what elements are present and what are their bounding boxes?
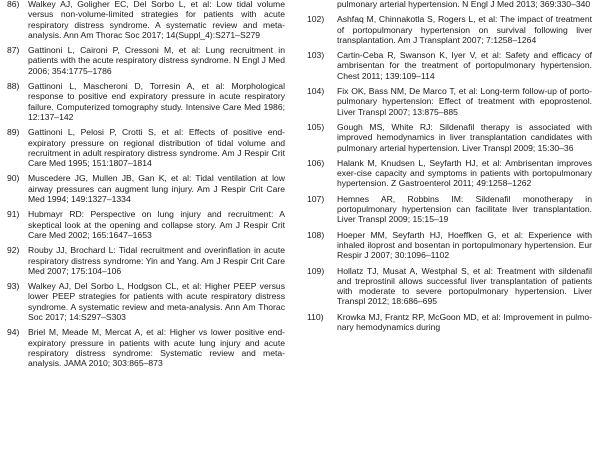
reference-column-right (307, 0, 592, 332)
reference-entry (307, 158, 592, 189)
reference-entry (307, 122, 592, 153)
reference-entry (307, 194, 592, 225)
reference-entry (7, 245, 285, 276)
reference-number: 103) (307, 50, 325, 61)
reference-text: Cartin-Ceba R, Swanson K, Iyer V, et al: Safety and efficacy of ambrisentan for the treatment of portopulmonary hypertension. Chest 2011; 139:109–114 (337, 50, 592, 81)
reference-entry (307, 14, 592, 45)
reference-text: Gattinoni L, Mascheroni D, Torresin A, et al: Morphological response to positive end expiratory pressure in acute respiratory failure. Computerized tomography study. Intensive Care Med 1986; 12:137–142 (28, 81, 285, 122)
reference-number: 87) (7, 45, 20, 56)
reference-number: 105) (307, 121, 325, 132)
reference-entry (7, 45, 285, 76)
reference-entry (7, 173, 285, 204)
reference-text: Hubmayr RD: Perspective on lung injury and recruitment: A skeptical look at the opening and collapse story. Am J Respir Crit Care Med 2002; 165:1647–1653 (28, 209, 285, 240)
reference-text: Muscedere JG, Mullen JB, Gan K, et al: Tidal ventilation at low airway pressures can augment lung injury. Am J Respir Crit Care Med 1994; 149:1327–1334 (28, 173, 285, 205)
reference-number: 89) (7, 127, 20, 138)
reference-text: Gattinoni L, Pelosi P, Crotti S, et al: Effects of positive end-expiratory pressure on regional distribution of tidal volume and recruitment in adult respiratory distress syndrome. Am J Respir Crit Care Med 1995; 151:1807–1814 (28, 127, 285, 169)
reference-entry (307, 312, 592, 333)
reference-entry (307, 0, 592, 9)
reference-entry (307, 86, 592, 117)
reference-number: 92) (7, 245, 20, 256)
reference-text: pulmonary arterial hypertension. N Engl J Med 2013; 369:330–340 (337, 0, 591, 9)
reference-number: 94) (7, 327, 20, 338)
reference-number: 109) (307, 265, 325, 276)
reference-number: 93) (7, 281, 20, 292)
reference-text: Rouby JJ, Brochard L: Tidal recruitment and overinflation in acute respiratory distress syndrome: Yin and Yang. Am J Respir Crit Care Med 2007; 175:104–106 (28, 245, 285, 276)
reference-entry (7, 127, 285, 168)
reference-number: 104) (307, 86, 325, 97)
reference-number: 110) (307, 311, 324, 322)
reference-text: Hoeper MM, Seyfarth HJ, Hoeffken G, et al: Experience with inhaled iloprost and bosentan in portopulmonary hypertension. Eur Respir J 2007; 30:1096–1102 (337, 229, 592, 261)
reference-number: 86) (7, 0, 20, 9)
reference-text: Hemnes AR, Robbins IM: Sildenafil monotherapy in portopulmonary hypertension can facilitate liver transplantation. Liver Transpl 2009; 15:15–19 (337, 193, 592, 225)
reference-text: Ashfaq M, Chinnakotla S, Rogers L, et al: The impact of treatment of portopulmonary hypertension on survival following liver transplantation. Am J Transplant 2007; 7:1258–1264 (337, 14, 592, 45)
reference-entry (307, 230, 592, 261)
reference-number: 107) (307, 193, 325, 204)
reference-number: 90) (7, 173, 20, 184)
reference-text: Walkey AJ, Del Sorbo L, Hodgson CL, et al: Higher PEEP versus lower PEEP strategies for patients with acute respiratory distress syndrome. A systematic review and meta-analysis. Ann Am Thorac Soc 2017; 14:S297–S303 (28, 281, 285, 323)
reference-text: Walkey AJ, Goligher EC, Del Sorbo L, et al: Low tidal volume versus non-volume-limited strategies for patients with acute respiratory distress syndrome. A systematic review and meta- analysis. Ann Am Thorac Soc 2017; 14(Suppl_4):S271–S279 (28, 0, 285, 40)
reference-column-left (7, 0, 285, 369)
reference-text: Briel M, Meade M, Mercat A, et al: Higher vs lower positive end-expiratory pressure in patients with acute lung injury and acute respiratory distress syndrome: Systematic review and meta-analysis. JAMA 2010; 303:865–873 (28, 327, 285, 369)
reference-number: 88) (7, 81, 20, 92)
reference-entry (7, 327, 285, 368)
reference-number: 108) (307, 229, 325, 240)
reference-text: Hollatz TJ, Musat A, Westphal S, et al: Treatment with sildenafil and treprostinil allows successful liver transplantation of patients with moderate to severe portopulmonary hypertension. Liver Transpl 2012; 18:686–695 (337, 265, 592, 307)
reference-number: 102) (307, 14, 325, 25)
reference-entry (7, 209, 285, 240)
reference-text: Halank M, Knudsen L, Seyfarth HJ, et al: Ambrisentan improves exer-cise capacity and symptoms in patients with portopulmonary hypertension. Z Gastroenterol 2011; 49:1258–1262 (337, 157, 592, 189)
reference-entry (307, 266, 592, 307)
reference-entry (307, 50, 592, 81)
reference-text: Krowka MJ, Frantz RP, McGoon MD, et al: Improvement in pulmo-nary hemodynamics during (337, 311, 592, 333)
reference-text: Gough MS, White RJ: Sildenafil therapy is associated with improved hemodynamics in liver transplantation candidates with pulmonary arterial hypertension. Liver Transpl 2009; 15:30–36 (337, 121, 592, 153)
reference-number: 106) (307, 157, 325, 168)
reference-number: 91) (7, 209, 20, 220)
reference-entry (7, 81, 285, 122)
reference-text: Gattinoni L, Caironi P, Cressoni M, et al: Lung recruitment in patients with the acute respiratory distress syndrome. N Engl J Med 2006; 354:1775–1786 (28, 45, 285, 76)
reference-entry (7, 0, 285, 40)
reference-text: Fix OK, Bass NM, De Marco T, et al: Long-term follow-up of porto-pulmonary hypertension: Effect of treatment with epoprostenol. Liver Transpl 2007; 13:875–885 (337, 86, 592, 117)
reference-entry (7, 281, 285, 322)
